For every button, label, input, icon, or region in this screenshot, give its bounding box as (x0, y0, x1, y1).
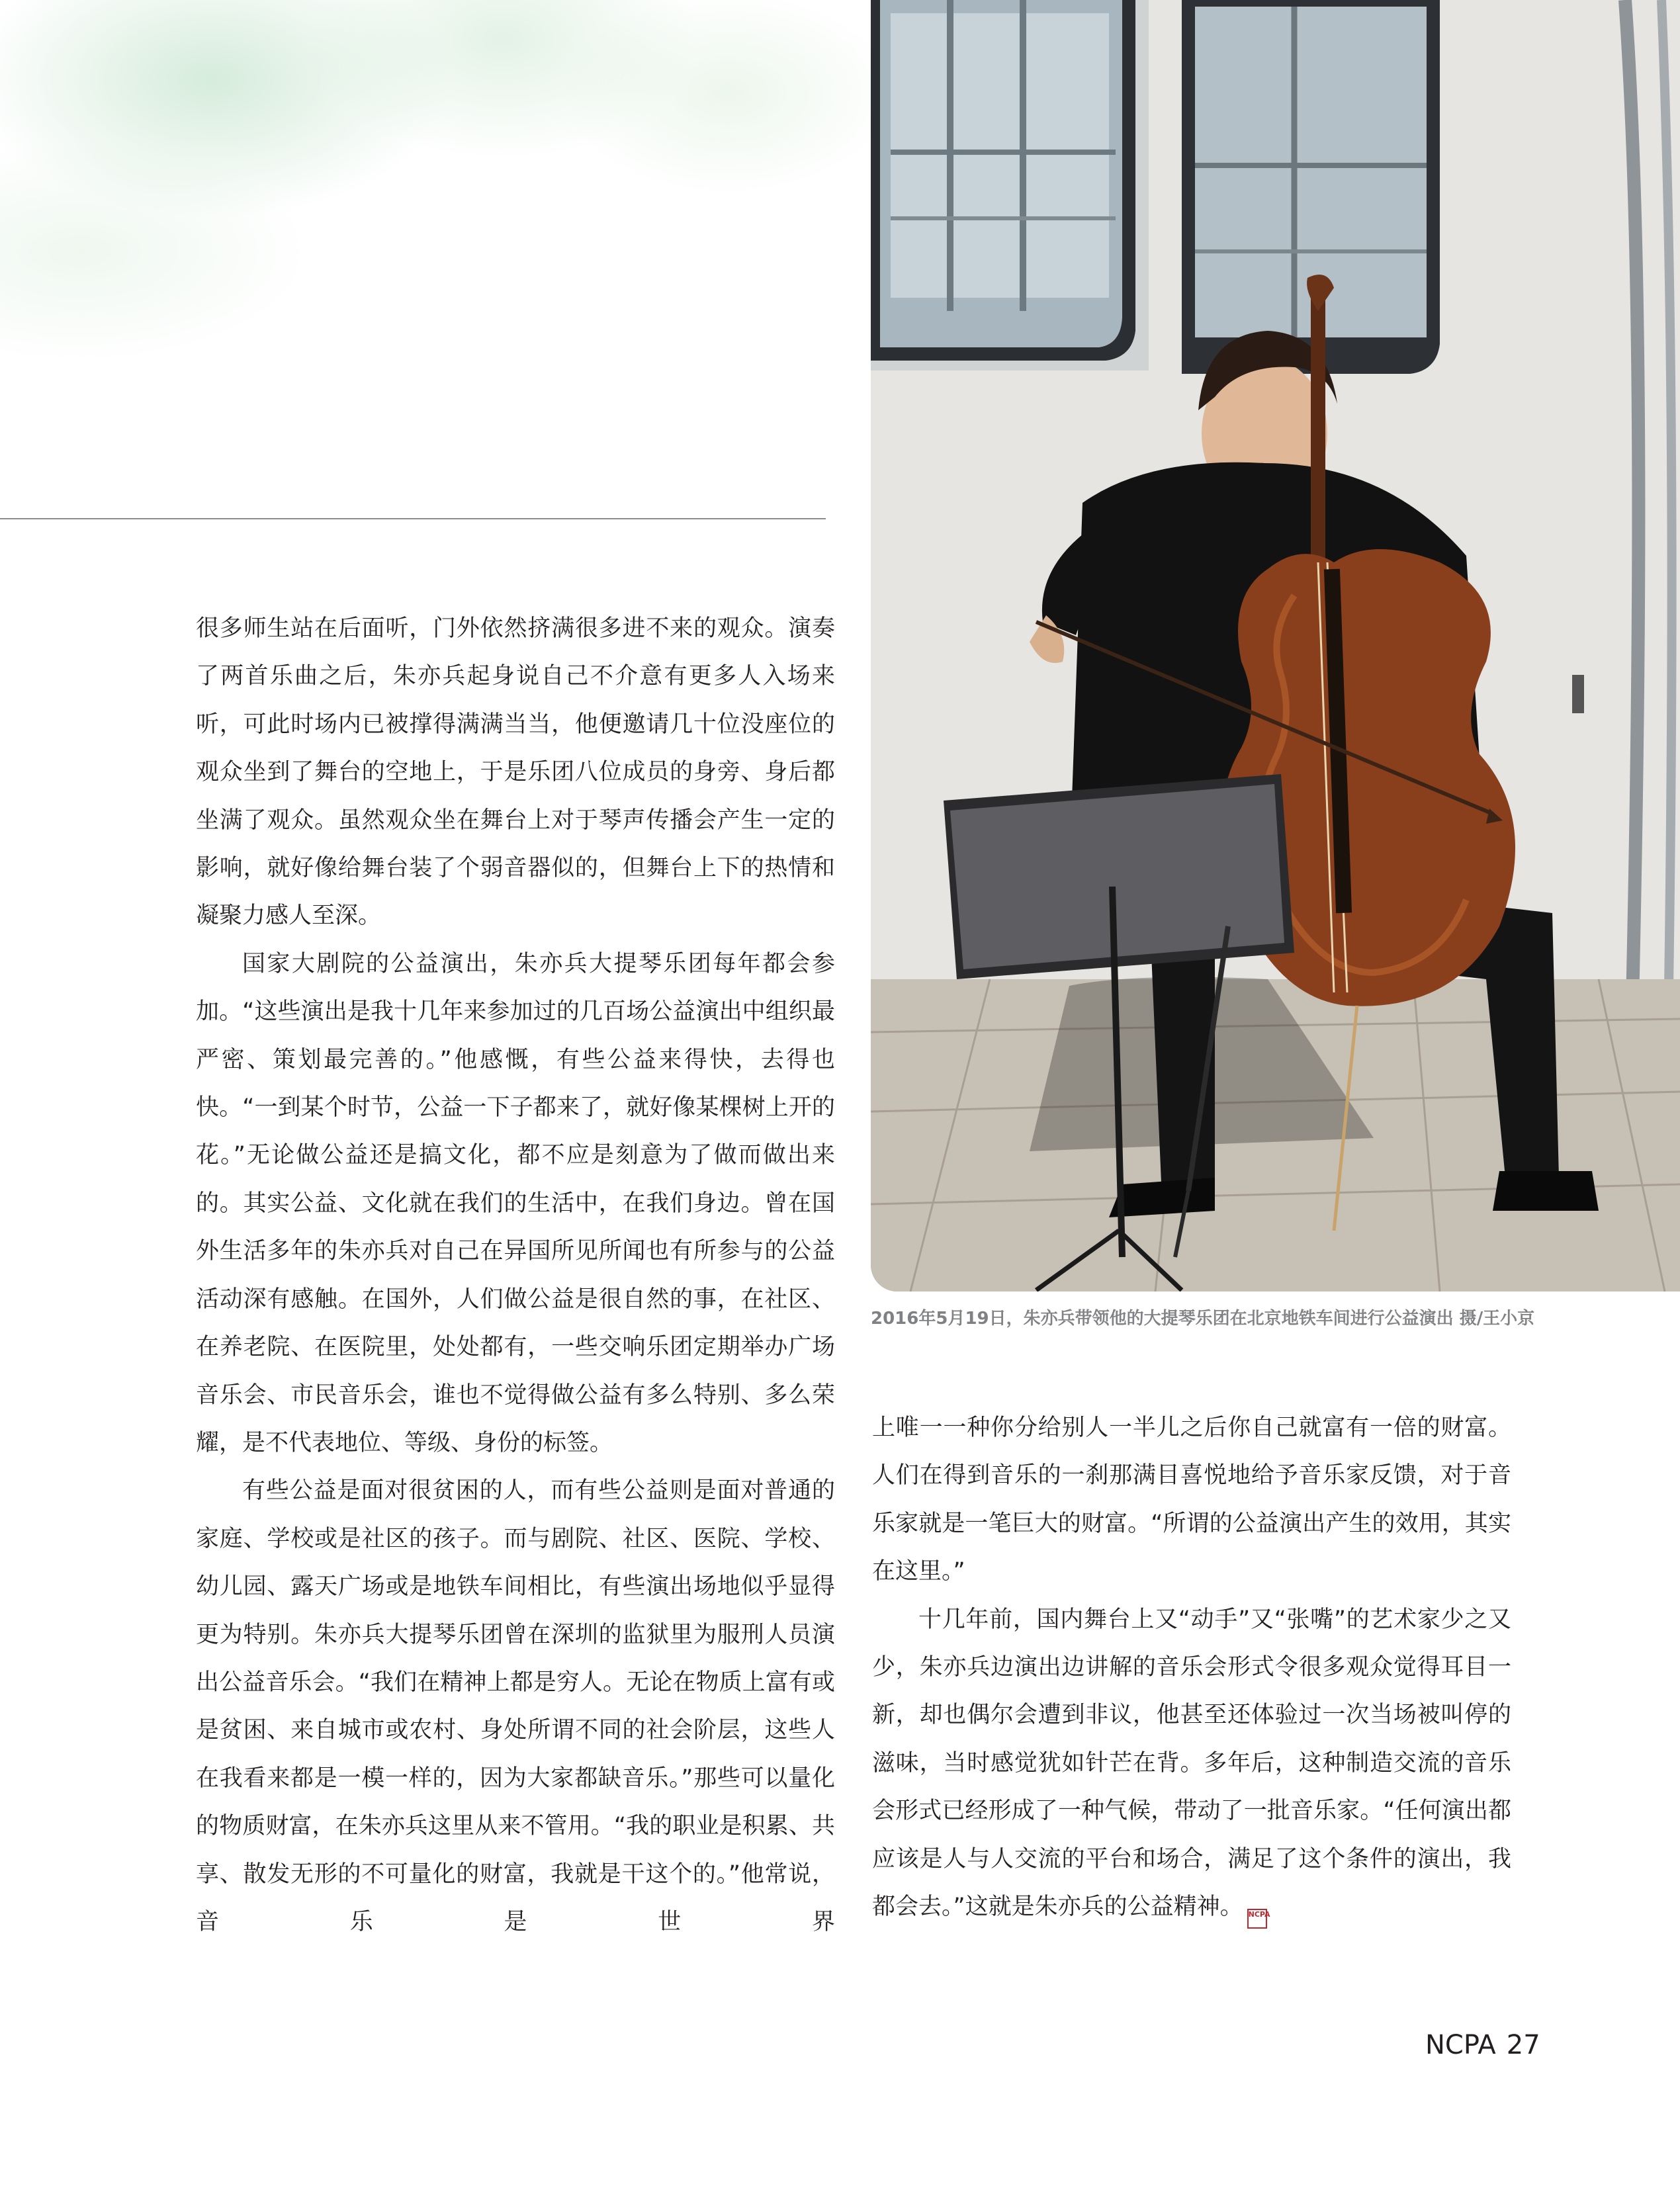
cellist-illustration (871, 0, 1680, 1291)
right-column (872, 1404, 1511, 1931)
cellist-photo (871, 0, 1680, 1291)
end-mark-logo: NCPA (1247, 1909, 1267, 1929)
photo-caption: 2016年5月19日，朱亦兵带领他的大提琴乐团在北京地铁车间进行公益演出 摄/王小京 (871, 1309, 1535, 1329)
paragraph: 很多师生站在后面听，门外依然挤满很多进不来的观众。演奏了两首乐曲之后，朱亦兵起身说自己不介意有更多人入场来听，可此时场内已被撑得满满当当，他便邀请几十位没座位的观众坐到了舞台的空地上，于是乐团八位成员的身旁、身后都坐满了观众。虽然观众坐在舞台上对于琴声传播会产生一定的影响，就好像给舞台装了个弱音器似的，但舞台上下的热情和凝聚力感人至深。 (196, 615, 835, 930)
header-rule (0, 518, 826, 519)
folio (1425, 2030, 1540, 2060)
watercolor-wash (0, 0, 873, 503)
paragraph: 有些公益是面对很贫困的人，而有些公益则是面对普通的家庭、学校或是社区的孩子。而与剧院、社区、医院、学校、幼儿园、露天广场或是地铁车间相比，有些演出场地似乎显得更为特别。朱亦兵大提琴乐团曾在深圳的监狱里为服刑人员演出公益音乐会。“我们在精神上都是穷人。无论在物质上富有或是贫困、来自城市或农村、身处所谓不同的社会阶层，这些人在我看来都是一模一样的，因为大家都缺音乐。”那些可以量化的物质财富，在朱亦兵这里从来不管用。“我的职业是积累、共享、散发无形的不可量化的财富，我就是干这个的。”他常说，音乐是世界 (196, 1477, 835, 1935)
paragraph: 上唯一一种你分给别人一半儿之后你自己就富有一倍的财富。人们在得到音乐的一刹那满目喜悦地给予音乐家反馈，对于音乐家就是一笔巨大的财富。“所谓的公益演出产生的效用，其实在这里。” (872, 1415, 1511, 1585)
folio-magazine: NCPA (1425, 2030, 1496, 2060)
paragraph: 国家大剧院的公益演出，朱亦兵大提琴乐团每年都会参加。“这些演出是我十几年来参加过的几百场公益演出中组织最严密、策划最完善的。”他感慨，有些公益来得快，去得也快。“一到某个时节，公益一下子都来了，就好像某棵树上开的花。”无论做公益还是搞文化，都不应是刻意为了做而做出来的。其实公益、文化就在我们的生活中，在我们身边。曾在国外生活多年的朱亦兵对自己在异国所见所闻也有所参与的公益活动深有感触。在国外，人们做公益是很自然的事，在社区、在养老院、在医院里，处处都有，一些交响乐团定期举办广场音乐会、市民音乐会，谁也不觉得做公益有多么特别、多么荣耀，是不代表地位、等级、身份的标签。 (196, 950, 835, 1456)
paragraph-final (872, 1596, 1511, 1931)
paragraph-text: 十几年前，国内舞台上又“动手”又“张嘴”的艺术家少之又少，朱亦兵边演出边讲解的音乐会形式令很多观众觉得耳目一新，却也偶尔会遭到非议，他甚至还体验过一次当场被叫停的滋味，当时感觉犹如针芒在背。多年后，这种制造交流的音乐会形式已经形成了一种气候，带动了一批音乐家。“任何演出都应该是人与人交流的平台和场合，满足了这个条件的演出，我都会去。”这就是朱亦兵的公益精神。 (872, 1606, 1511, 1921)
left-column (196, 605, 835, 1946)
page-number: 27 (1506, 2030, 1540, 2060)
